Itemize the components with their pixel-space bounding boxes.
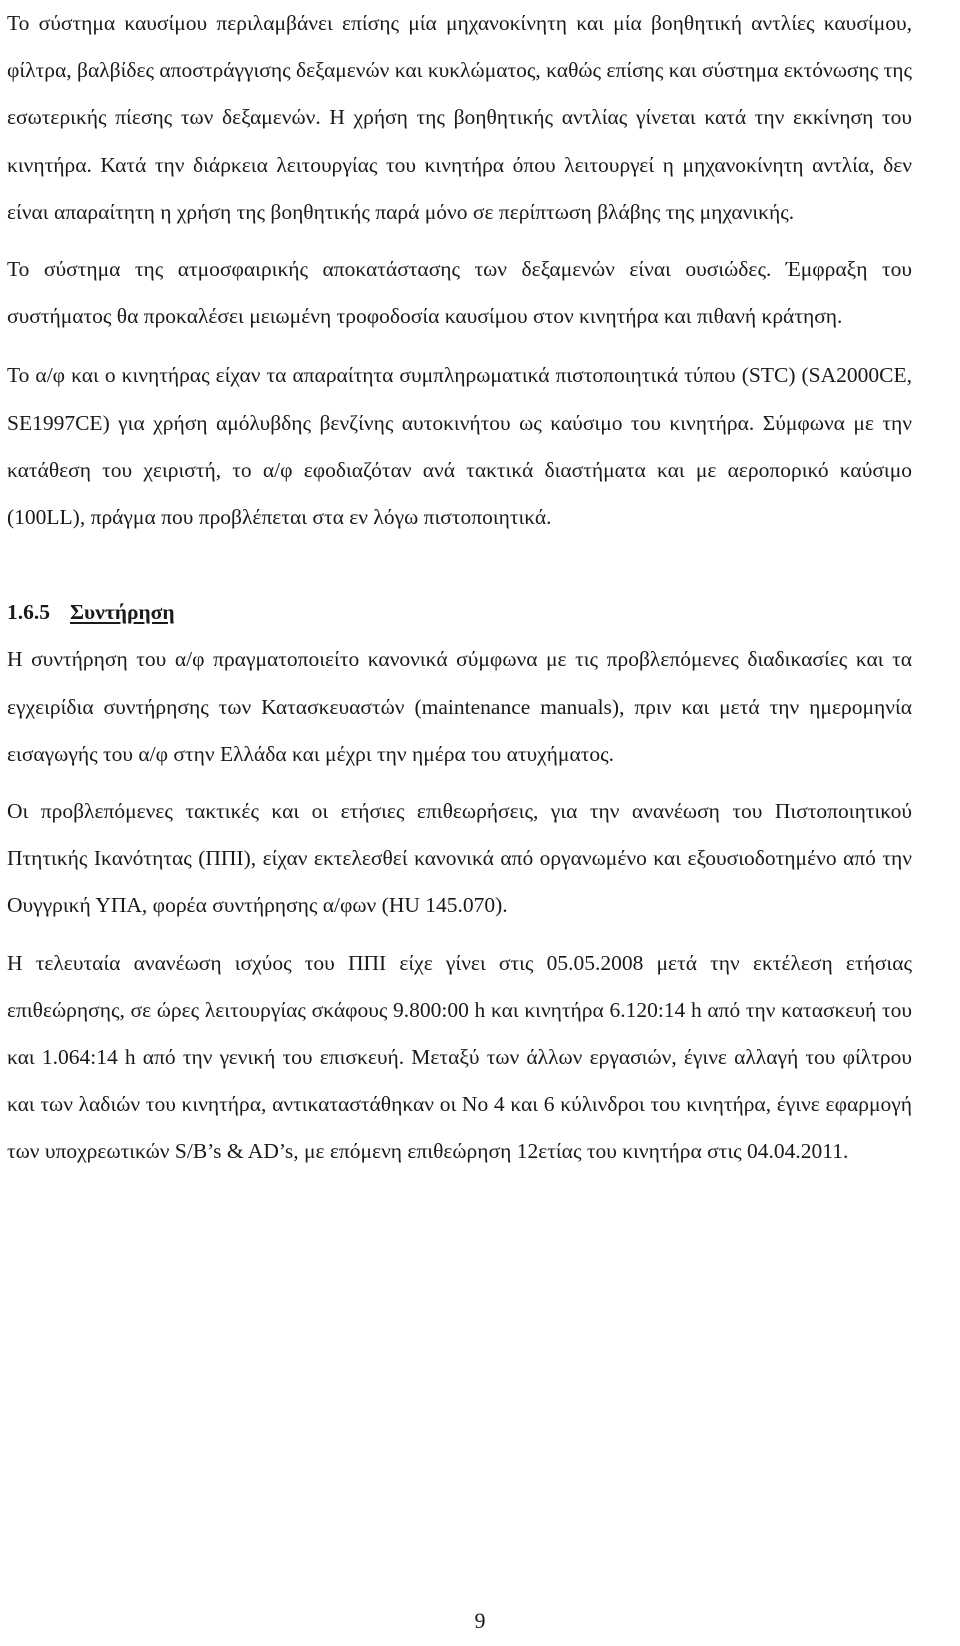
paragraph-stc-certificates: Το α/φ και ο κινητήρας είχαν τα απαραίτητα συμπληρωματικά πιστοποιητικά τύπου (STC) (SA2000CE, SE1997CE) για χρήση αμόλυβδης βενζίνης αυτοκινήτου ως καύσιμο του κινητήρα. Σύμφωνα με την κατάθεση του χειριστή, το α/φ εφοδιαζόταν ανά τακτικά διαστήματα και με αεροπορικό καύσιμο (100LL), πράγμα που προβλέπεται στα εν λόγω πιστοποιητικά. — [7, 363, 912, 530]
paragraph-fuel-system: Το σύστημα καυσίμου περιλαμβάνει επίσης μία μηχανοκίνητη και μία βοηθητική αντλίες καυσίμου, φίλτρα, βαλβίδες αποστράγγισης δεξαμενών και κυκλώματος, καθώς επίσης και σύστημα εκτόνωσης της εσωτερικής πίεσης των δεξαμενών. Η χρήση της βοηθητικής αντλίας γίνεται κατά την εκκίνηση του κινητήρα. Κατά την διάρκεια λειτουργίας του κινητήρα όπου λειτουργεί η μηχανοκίνητη αντλία, δεν είναι απαραίτητη η χρήση της βοηθητικής παρά μόνο σε περίπτωση βλάβης της μηχανικής. — [7, 11, 912, 224]
paragraph-tank-venting: Το σύστημα της ατμοσφαιρικής αποκατάστασης των δεξαμενών είναι ουσιώδες. Έμφραξη του συστήματος θα προκαλέσει μειωμένη τροφοδοσία καυσίμου στον κινητήρα και πιθανή κράτηση. — [7, 257, 912, 329]
section-heading — [7, 589, 912, 636]
paragraph-maintenance: Η συντήρηση του α/φ πραγματοποιείτο κανονικά σύμφωνα με τις προβλεπόμενες διαδικασίες και τα εγχειρίδια συντήρησης των Κατασκευαστών (maintenance manuals), πριν και μετά την ημερομηνία εισαγωγής του α/φ στην Ελλάδα και μέχρι την ημέρα του ατυχήματος. — [7, 647, 912, 766]
section-number: 1.6.5 — [7, 600, 50, 625]
paragraph-last-renewal: Η τελευταία ανανέωση ισχύος του ΠΠΙ είχε γίνει στις 05.05.2008 μετά την εκτέλεση ετήσιας επιθεώρησης, σε ώρες λειτουργίας σκάφους 9.800:00 h και κινητήρα 6.120:14 h από την κατασκευή του και 1.064:14 h από την γενική του επισκευή. Μεταξύ των άλλων εργασιών, έγινε αλλαγή του φίλτρου και των λαδιών του κινητήρα, αντικαταστάθηκαν οι Νο 4 και 6 κύλινδροι του κινητήρα, έγινε εφαρμογή των υποχρεωτικών S/B’s & AD’s, με επόμενη επιθεώρηση 12ετίας του κινητήρα στις 04.04.2011. — [7, 950, 912, 1164]
section-title: Συντήρηση — [70, 600, 175, 625]
paragraph-inspections: Οι προβλεπόμενες τακτικές και οι ετήσιες επιθεωρήσεις, για την ανανέωση του Πιστοποιητικού Πτητικής Ικανότητας (ΠΠΙ), είχαν εκτελεσθεί κανονικά από οργανωμένο και εξουσιοδοτημένο από την Ουγγρική ΥΠΑ, φορέα συντήρησης α/φων (HU 145.070). — [7, 799, 912, 918]
page-number: 9 — [474, 1608, 486, 1633]
document-page — [7, 0, 912, 1176]
